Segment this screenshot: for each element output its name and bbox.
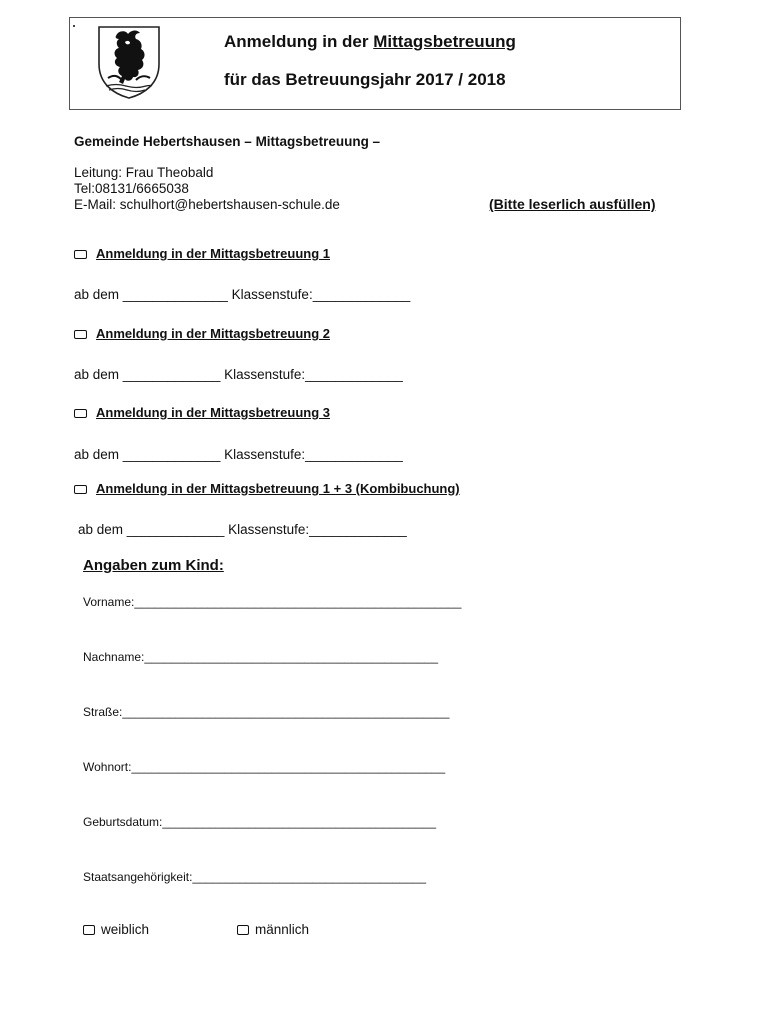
nationality-field[interactable]: Staatsangehörigkeit:___________________________________ bbox=[83, 870, 426, 884]
checkbox-icon[interactable] bbox=[74, 330, 87, 339]
registration-label: Anmeldung in der Mittagsbetreuung 3 bbox=[96, 405, 331, 420]
gender-option-female[interactable] bbox=[83, 922, 149, 937]
registration-2-fill-line[interactable]: ab dem _____________ Klassenstufe:_____________ bbox=[74, 367, 403, 382]
checkbox-icon[interactable] bbox=[74, 485, 87, 494]
street-field[interactable]: Straße:_________________________________________________ bbox=[83, 705, 450, 719]
gender-label: weiblich bbox=[101, 922, 150, 937]
title-underlined: Mittagsbetreuung bbox=[373, 32, 516, 51]
checkbox-icon[interactable] bbox=[83, 925, 95, 935]
organization-name: Gemeinde Hebertshausen – Mittagsbetreuung – bbox=[74, 134, 381, 149]
registration-label: Anmeldung in der Mittagsbetreuung 1 + 3 (Kombibuchung) bbox=[96, 481, 460, 496]
checkbox-icon[interactable] bbox=[74, 409, 87, 418]
registration-option-1[interactable] bbox=[74, 246, 330, 261]
residence-field[interactable]: Wohnort:_______________________________________________ bbox=[83, 760, 446, 774]
form-subtitle: für das Betreuungsjahr 2017 / 2018 bbox=[224, 70, 506, 89]
checkbox-icon[interactable] bbox=[74, 250, 87, 259]
title-prefix: Anmeldung in der bbox=[224, 32, 374, 51]
coat-of-arms-logo bbox=[96, 24, 162, 100]
notice-fill-legibly: (Bitte leserlich ausfüllen) bbox=[489, 196, 656, 212]
last-name-field[interactable]: Nachname:____________________________________________ bbox=[83, 650, 439, 664]
form-title bbox=[224, 32, 516, 52]
child-section-heading: Angaben zum Kind: bbox=[83, 557, 224, 574]
gender-label: männlich bbox=[255, 922, 310, 937]
gender-option-male[interactable] bbox=[237, 922, 309, 937]
first-name-field[interactable]: Vorname:_________________________________________________ bbox=[83, 595, 462, 609]
registration-option-3[interactable] bbox=[74, 405, 330, 420]
checkbox-icon[interactable] bbox=[237, 925, 249, 935]
registration-label: Anmeldung in der Mittagsbetreuung 1 bbox=[96, 246, 331, 261]
registration-option-2[interactable] bbox=[74, 326, 330, 341]
contact-email: E-Mail: schulhort@hebertshausen-schule.de bbox=[74, 197, 340, 212]
registration-option-combo[interactable] bbox=[74, 481, 460, 496]
birthdate-field[interactable]: Geburtsdatum:_________________________________________ bbox=[83, 815, 436, 829]
stray-mark bbox=[73, 25, 75, 27]
registration-3-fill-line[interactable]: ab dem _____________ Klassenstufe:_____________ bbox=[74, 447, 403, 462]
contact-lead: Leitung: Frau Theobald bbox=[74, 165, 214, 180]
registration-1-fill-line[interactable]: ab dem ______________ Klassenstufe:_____________ bbox=[74, 287, 411, 302]
contact-phone: Tel:08131/6665038 bbox=[74, 181, 189, 196]
registration-combo-fill-line[interactable]: ab dem _____________ Klassenstufe:_____________ bbox=[78, 522, 407, 537]
registration-label: Anmeldung in der Mittagsbetreuung 2 bbox=[96, 326, 331, 341]
